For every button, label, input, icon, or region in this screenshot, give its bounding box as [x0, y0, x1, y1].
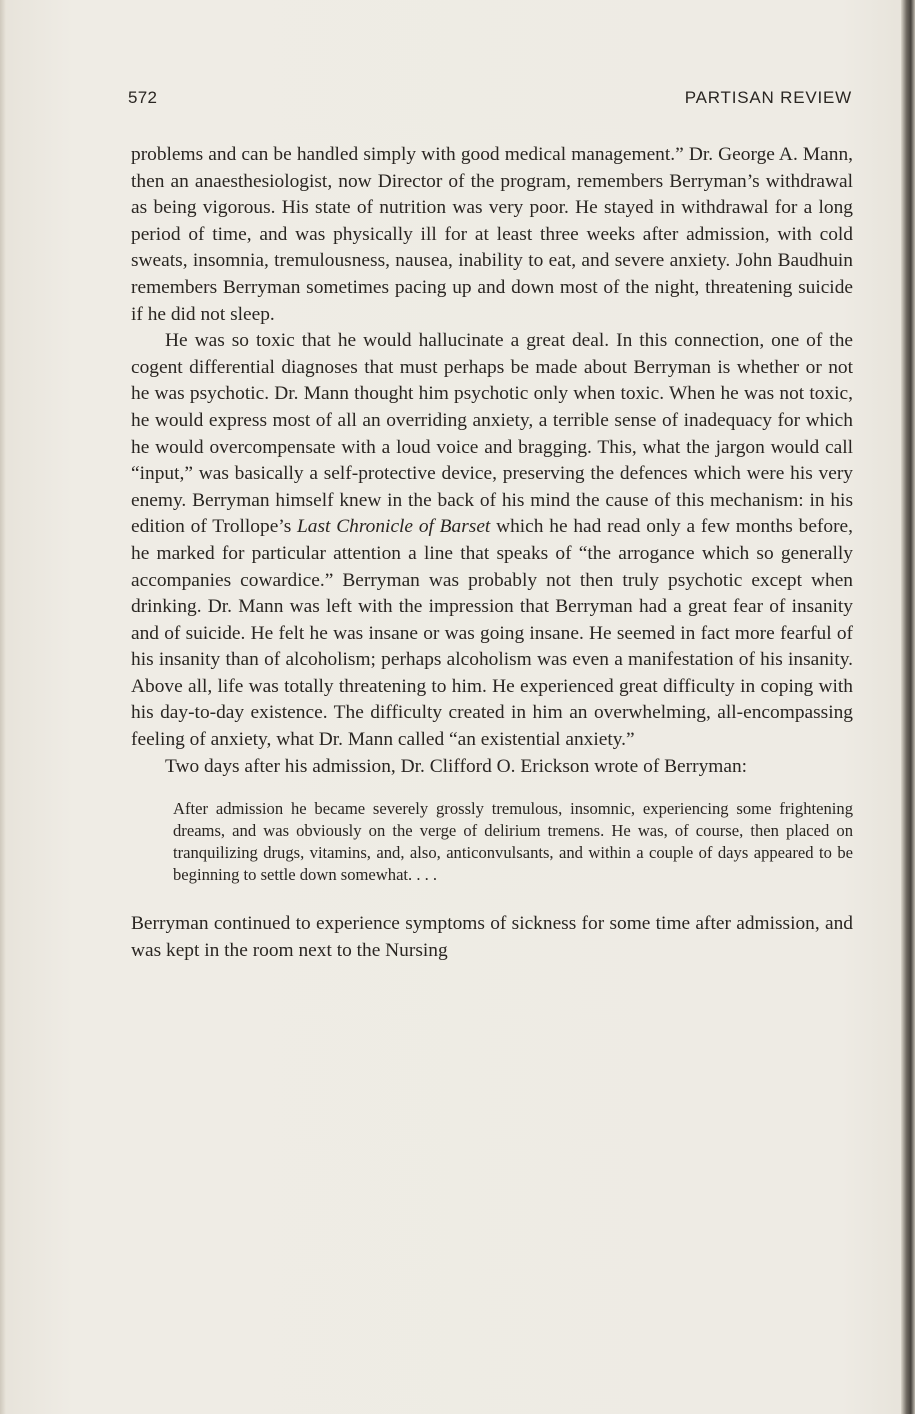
paragraph-toxic-part2: which he had read only a few months before, he marked for particular attention a line that speaks of “the arrogance which so generally accompanies cowardice.” Berryman was probably not then truly psychotic except when drinking. Dr. Mann was left with the impression that Berryman had a great fear of insanity and of suicide. He felt he was insane or was going insane. He seemed in fact more fearful of his insanity than of alcoholism; perhaps alcoholism was even a manifestation of his insanity. Above all, life was totally threatening to him. He experienced great difficulty in coping with his day-to-day existence. The difficulty created in him an overwhelming, all-encompassing feeling of anxiety, what Dr. Mann called “an existential anxiety.” [131, 516, 853, 751]
paragraph-closing: Berryman continued to experience symptoms of sickness for some time after admission, and was kept in the room next to the Nursing [131, 913, 853, 962]
body-text [131, 142, 853, 965]
paragraph-toxic [131, 328, 853, 754]
paragraph-withdrawal: problems and can be handled simply with good medical management.” Dr. George A. Mann, then an anaesthesiologist, now Director of the program, remembers Berryman’s withdrawal as being vigorous. His state of nutrition was very poor. He stayed in withdrawal for a long period of time, and was physically ill for at least three weeks after admission, with cold sweats, insomnia, tremulousness, nausea, inability to eat, and severe anxiety. John Baudhuin remembers Berryman sometimes pacing up and down most of the night, threatening suicide if he did not sleep. [131, 144, 853, 325]
book-spine-shadow [901, 0, 915, 1414]
page-left-edge [0, 0, 6, 1414]
paragraph-toxic-part1: He was so toxic that he would hallucinate a great deal. In this connection, one of the cogent differential diagnoses that must perhaps be made about Berryman is whether or not he was psychotic. Dr. Mann thought him psychotic only when toxic. When he was not toxic, he would express most of all an overriding anxiety, a terrible sense of inadequacy for which he would overcompensate with a loud voice and bragging. This, what the jargon would call “input,” was basically a self-protective device, preserving the defences which were his very enemy. Berryman himself knew in the back of his mind the cause of this mechanism: in his edition of Trollope’s [131, 330, 853, 538]
book-title: Last Chronicle of Barset [297, 516, 491, 538]
block-quote: After admission he became severely grossly tremulous, insomnic, experiencing some frightening dreams, and was obviously on the verge of delirium tremens. He was, of course, then placed on tranquilizing drugs, vitamins, and, also, anticonvulsants, and within a couple of days appeared to be beginning to settle down somewhat. . . . [173, 799, 853, 884]
page-header [128, 88, 852, 112]
running-head: PARTISAN REVIEW [684, 88, 852, 107]
paragraph-erickson-intro: Two days after his admission, Dr. Clifford O. Erickson wrote of Berryman: [165, 755, 748, 777]
page-number: 572 [128, 88, 158, 107]
